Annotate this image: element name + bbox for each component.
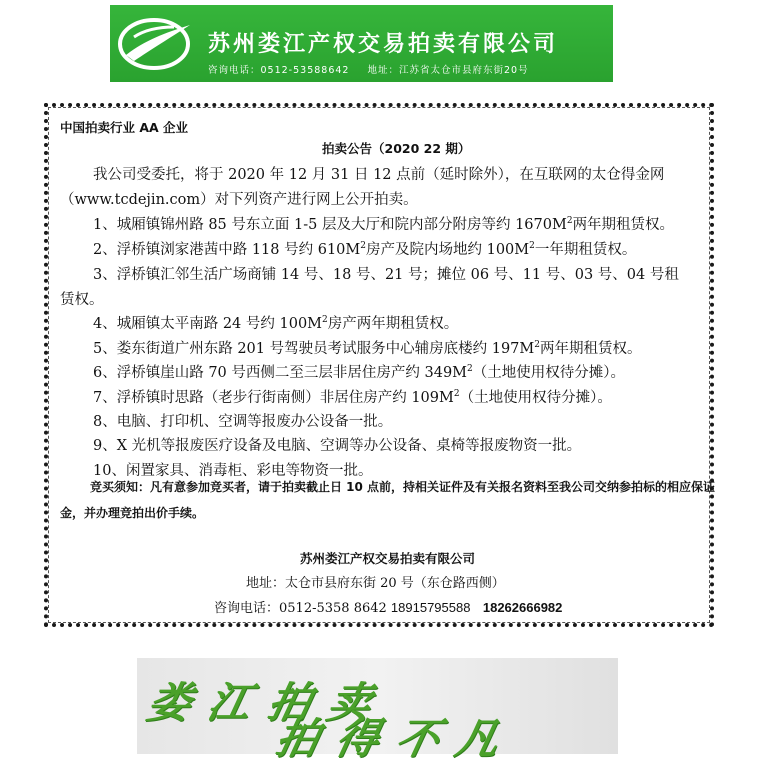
list-item-8: 8、电脑、打印机、空调等报废办公设备一批。 bbox=[93, 414, 393, 430]
list-item-2: 2、浮桥镇浏家港茜中路 118 号约 $610M^2$房产及院内场地约 $100M^2$一年期租赁权。 bbox=[93, 241, 637, 258]
banner-contact bbox=[208, 62, 543, 76]
bidding-note: 竞买须知：凡有意参加竞买者，请于拍卖截止日 10 点前，持相关证件及有关报名资料至我公司交纳参拍标的相应保证金，并办理竞拍出价手续。 bbox=[60, 480, 716, 520]
slogan-line-1: 娄江拍卖 bbox=[143, 678, 394, 727]
footer-phone: 咨询电话：0512-5358 8642 18915795588 18262666982 bbox=[214, 600, 563, 616]
intro-line-1: 我公司受委托，将于 2020 年 12 月 31 日 12 点前（延时除外），在互联网的太仓得金网 bbox=[93, 167, 665, 183]
list-item-10: 10、闲置家具、消毒柜、彩电等物资一批。 bbox=[93, 463, 373, 479]
slogan-line-2: 拍得不凡 bbox=[271, 714, 522, 763]
footer-address: 地址：太仓市县府东街 20 号（东仓路西侧） bbox=[246, 576, 505, 591]
footer-mobile-1: 18915795588 bbox=[390, 600, 471, 615]
slogan-banner bbox=[137, 658, 618, 763]
list-item-6: 6、浮桥镇崖山路 70 号西侧二至三层非居住房产约 $349M^2$（土地使用权待分摊）。 bbox=[93, 364, 626, 381]
list-item-7: 7、浮桥镇时思路（老步行街南侧）非居住房产约 $109M^2$（土地使用权待分摊）。 bbox=[93, 389, 612, 406]
footer-company: 苏州娄江产权交易拍卖有限公司 bbox=[300, 551, 476, 566]
intro-line-2: （www.tcdejin.com）对下列资产进行网上公开拍卖。 bbox=[60, 192, 418, 208]
banner-company-name: 苏州娄江产权交易拍卖有限公司 bbox=[208, 32, 559, 57]
company-logo-icon bbox=[116, 15, 196, 73]
footer-mobile-2: 18262666982 bbox=[482, 600, 563, 615]
list-item-3: 3、浮桥镇汇邻生活广场商铺 14 号、18 号、21 号；摊位 06 号、11 号、03 号、04 号租 bbox=[93, 267, 679, 283]
banner-phone: 咨询电话：0512-53588642 bbox=[208, 65, 350, 76]
list-item-3-continued: 赁权。 bbox=[60, 292, 104, 308]
list-item-9: 9、X 光机等报废医疗设备及电脑、空调等办公设备、桌椅等报废物资一批。 bbox=[93, 438, 582, 454]
notice-title: 拍卖公告（2020 22 期） bbox=[322, 141, 471, 156]
list-item-5: 5、娄东街道广州东路 201 号驾驶员考试服务中心辅房底楼约 $197M^2$两年期租赁权。 bbox=[93, 340, 642, 357]
banner-address: 地址：江苏省太仓市县府东街20号 bbox=[367, 65, 529, 76]
list-item-1: 1、城厢镇锦州路 85 号东立面 1-5 层及大厅和院内部分附房等约 $1670M^2$两年期租赁权。 bbox=[93, 216, 675, 233]
company-banner bbox=[110, 5, 613, 82]
org-line: 中国拍卖行业 AA 企业 bbox=[60, 120, 189, 135]
list-item-4: 4、城厢镇太平南路 24 号约 $100M^2$房产两年期租赁权。 bbox=[93, 315, 459, 332]
